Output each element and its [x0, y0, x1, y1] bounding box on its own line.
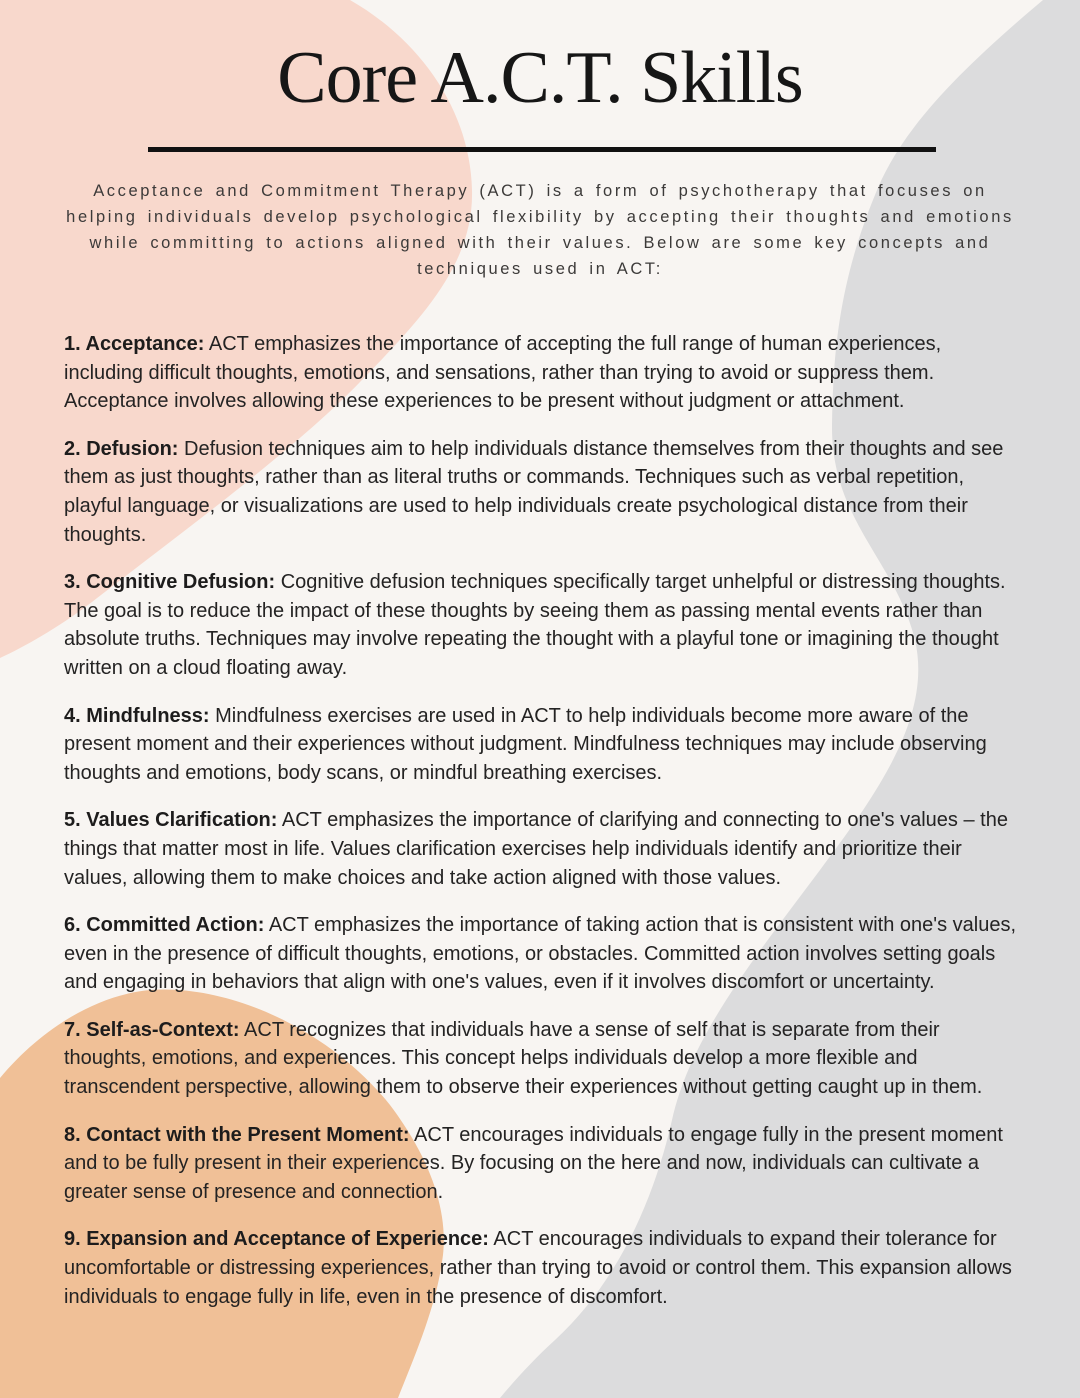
skill-item-acceptance — [64, 330, 1016, 416]
skill-label: 3. Cognitive Defusion: — [64, 571, 276, 594]
skill-item-self-as-context — [64, 1016, 1016, 1102]
skill-text: ACT emphasizes the importance of accepting the full range of human experiences, including difficult thoughts, emotions, and sensations, rather than trying to avoid or suppress them. Acceptance involves allowing these experiences to be present without judgment or attachment. — [64, 333, 942, 413]
skill-label: 4. Mindfulness: — [64, 704, 210, 727]
skill-label: 1. Acceptance: — [64, 333, 205, 355]
page-title: Core A.C.T. Skills — [277, 37, 803, 119]
skill-label: 9. Expansion and Acceptance of Experience: — [64, 1228, 489, 1251]
skill-text: Cognitive defusion techniques specifically target unhelpful or distressing thoughts. The goal is to reduce the impact of these thoughts by seeing them as passing mental events rather than absolute truths. Techniques may involve repeating the thought with a playful tone or imagining the thought written on a cloud floating away. — [64, 571, 1006, 679]
intro-paragraph: Acceptance and Commitment Therapy (ACT) is a form of psychotherapy that focuses on helping individuals develop psychological flexibility by accepting their thoughts and emotions while committing to actions aligned with their values. Below are some key concepts and techniques used in ACT: — [66, 182, 1014, 278]
skill-text: ACT encourages individuals to engage fully in the present moment and to be fully present in their experiences. By focusing on the here and now, individuals can cultivate a greater sense of presence and connection. — [64, 1123, 1003, 1203]
skill-label: 2. Defusion: — [64, 437, 179, 460]
skill-item-values-clarification — [64, 806, 1016, 892]
skill-label: 8. Contact with the Present Moment: — [64, 1123, 410, 1146]
skill-label: 7. Self-as-Context: — [64, 1018, 240, 1041]
skill-text: ACT encourages individuals to expand their tolerance for uncomfortable or distressing experiences, rather than trying to avoid or control them. This expansion allows individuals to engage fully in life, even in the presence of discomfort. — [64, 1228, 1012, 1308]
skill-item-committed-action — [64, 911, 1016, 997]
skills-list — [64, 330, 1016, 1330]
skill-item-contact-present-moment — [64, 1121, 1016, 1207]
skill-text: ACT emphasizes the importance of clarifying and connecting to one's values – the things that matter most in life. Values clarification exercises help individuals identify and prioritize their values, allowing them to make choices and take action aligned with those values. — [64, 809, 1008, 889]
skill-item-cognitive-defusion — [64, 568, 1016, 682]
skill-text: Mindfulness exercises are used in ACT to help individuals become more aware of the present moment and their experiences without judgment. Mindfulness techniques may include observing thoughts and emotions, body scans, or mindful breathing exercises. — [64, 704, 987, 784]
skill-item-defusion — [64, 435, 1016, 549]
skill-item-mindfulness — [64, 702, 1016, 788]
title-underline — [148, 147, 936, 152]
skill-label: 5. Values Clarification: — [64, 809, 278, 832]
skill-item-expansion-acceptance — [64, 1225, 1016, 1311]
skill-text: ACT recognizes that individuals have a sense of self that is separate from their thoughts, emotions, and experiences. This concept helps individuals develop a more flexible and transcendent perspective, allowing them to observe their experiences without getting caught up in them. — [64, 1018, 983, 1099]
skill-text: ACT emphasizes the importance of taking action that is consistent with one's values, even in the presence of difficult thoughts, emotions, or obstacles. Committed action involves setting goals and engaging in behaviors that align with one's values, even if it involves discomfort or uncertainty. — [64, 914, 1016, 994]
skill-text: Defusion techniques aim to help individuals distance themselves from their thoughts and see them as just thoughts, rather than as literal truths or commands. Techniques such as verbal repetition, playful language, or visualizations are used to help individuals create psychological distance from their thoughts. — [64, 437, 1004, 546]
skill-label: 6. Committed Action: — [64, 914, 265, 937]
